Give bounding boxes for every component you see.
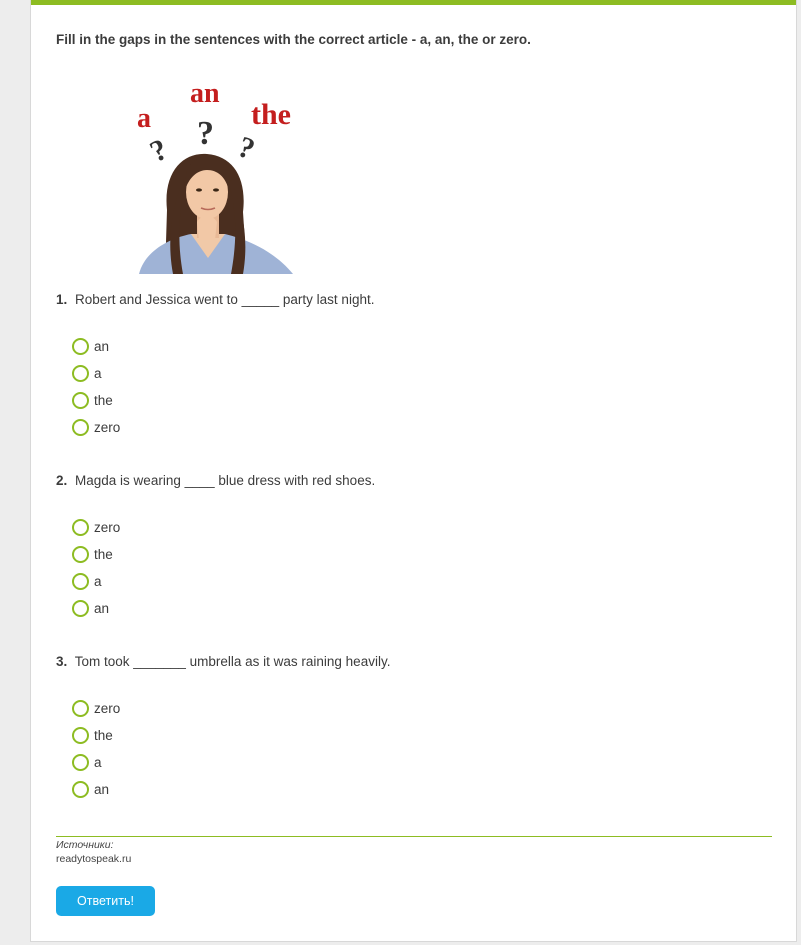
- word-an: an: [190, 78, 220, 109]
- question-mark-right: ?: [233, 130, 260, 167]
- radio-button[interactable]: [72, 546, 89, 563]
- sources-divider: [56, 836, 772, 837]
- quiz-instruction: Fill in the gaps in the sentences with the correct article - a, an, the or zero.: [56, 32, 531, 47]
- question-2-number: 2.: [56, 473, 68, 488]
- option-label: zero: [94, 520, 121, 535]
- option-label: zero: [94, 420, 121, 435]
- question-1: [56, 292, 374, 307]
- question-1-option-zero[interactable]: [72, 414, 120, 441]
- option-label: an: [94, 601, 110, 616]
- radio-button[interactable]: [72, 519, 89, 536]
- quiz-illustration: [79, 72, 309, 274]
- option-label: a: [94, 574, 102, 589]
- submit-button[interactable]: Ответить!: [56, 886, 155, 916]
- question-2-option-the[interactable]: [72, 541, 120, 568]
- option-label: the: [94, 393, 113, 408]
- question-3-option-a[interactable]: [72, 749, 120, 776]
- question-1-option-the[interactable]: [72, 387, 120, 414]
- radio-button[interactable]: [72, 573, 89, 590]
- question-2: [56, 473, 375, 488]
- quiz-card: [30, 0, 797, 942]
- radio-button[interactable]: [72, 338, 89, 355]
- option-label: the: [94, 728, 113, 743]
- question-1-text: Robert and Jessica went to _____ party last night.: [75, 292, 375, 307]
- question-mark-center: ?: [197, 115, 214, 152]
- radio-button[interactable]: [72, 700, 89, 717]
- question-2-options: [72, 514, 120, 622]
- question-3: [56, 654, 390, 669]
- option-label: an: [94, 339, 110, 354]
- radio-button[interactable]: [72, 727, 89, 744]
- thinking-girl-image: [79, 72, 309, 274]
- option-label: a: [94, 755, 102, 770]
- radio-button[interactable]: [72, 419, 89, 436]
- radio-button[interactable]: [72, 781, 89, 798]
- sources-value: readytospeak.ru: [56, 853, 132, 865]
- question-1-option-an[interactable]: [72, 333, 120, 360]
- word-the: the: [251, 98, 291, 131]
- question-3-options: [72, 695, 120, 803]
- sources-label: Источники:: [56, 839, 114, 851]
- accent-bar: [31, 0, 796, 5]
- radio-button[interactable]: [72, 365, 89, 382]
- question-3-option-the[interactable]: [72, 722, 120, 749]
- question-2-option-an[interactable]: [72, 595, 120, 622]
- question-mark-left: ?: [144, 132, 173, 169]
- question-1-number: 1.: [56, 292, 68, 307]
- option-label: a: [94, 366, 102, 381]
- word-a: a: [137, 103, 151, 134]
- question-2-option-zero[interactable]: [72, 514, 120, 541]
- radio-button[interactable]: [72, 392, 89, 409]
- option-label: zero: [94, 701, 121, 716]
- option-label: the: [94, 547, 113, 562]
- question-1-options: [72, 333, 120, 441]
- option-label: an: [94, 782, 110, 797]
- question-3-text: Tom took _______ umbrella as it was raining heavily.: [74, 654, 391, 669]
- question-2-option-a[interactable]: [72, 568, 120, 595]
- question-1-option-a[interactable]: [72, 360, 120, 387]
- question-3-option-an[interactable]: [72, 776, 120, 803]
- question-3-number: 3.: [56, 654, 68, 669]
- radio-button[interactable]: [72, 754, 89, 771]
- question-2-text: Magda is wearing ____ blue dress with red shoes.: [75, 473, 376, 488]
- radio-button[interactable]: [72, 600, 89, 617]
- question-3-option-zero[interactable]: [72, 695, 120, 722]
